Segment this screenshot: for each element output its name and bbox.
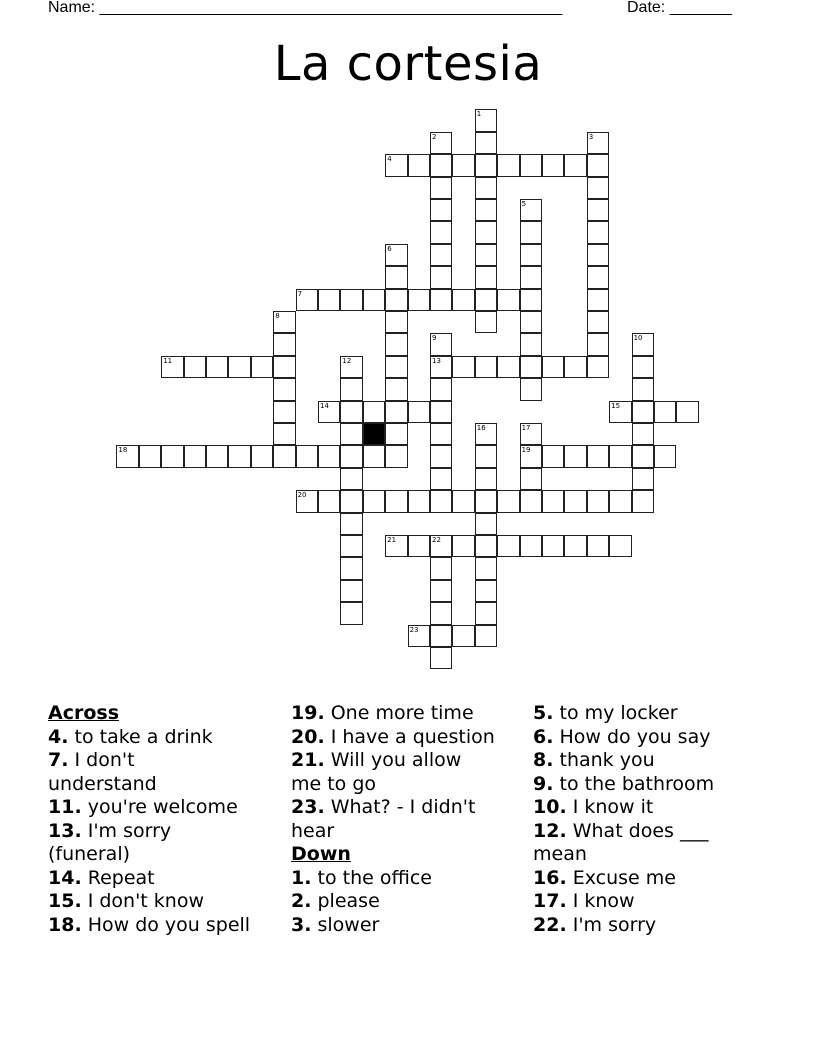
clue-down-3: 3. slower (291, 913, 380, 936)
crossword-cell[interactable] (520, 289, 542, 311)
crossword-cell[interactable] (340, 490, 362, 512)
crossword-cell[interactable] (385, 535, 407, 557)
clue-down-1: 1. to the office (291, 866, 432, 889)
crossword-cell[interactable] (385, 244, 407, 266)
crossword-cell[interactable] (430, 557, 452, 579)
crossword-cell[interactable] (430, 378, 452, 400)
clue-number: 11 (163, 356, 173, 365)
across-heading: Across (48, 702, 120, 724)
crossword-cell[interactable] (475, 580, 497, 602)
crossword-cell[interactable] (497, 154, 519, 176)
down-heading: Down (291, 843, 351, 865)
clue-down-22: 22. I'm sorry (533, 913, 657, 936)
crossword-cell[interactable] (520, 199, 542, 221)
crossword-cell[interactable] (497, 490, 519, 512)
crossword-cell[interactable] (587, 132, 609, 154)
crossword-cell[interactable] (609, 490, 631, 512)
crossword-cell[interactable] (520, 490, 542, 512)
crossword-cell[interactable] (206, 445, 228, 467)
clue-down-5: 5. to my locker (533, 702, 678, 724)
crossword-cell[interactable] (587, 445, 609, 467)
clue-down-8: 8. thank you (533, 749, 655, 771)
crossword-cell[interactable] (452, 535, 474, 557)
crossword-cell[interactable] (430, 221, 452, 243)
crossword-cell[interactable] (430, 132, 452, 154)
clue-down-9: 9. to the bathroom (533, 772, 715, 795)
crossword-cell[interactable] (632, 378, 654, 400)
crossword-cell[interactable] (520, 535, 542, 557)
crossword-cell[interactable] (654, 445, 676, 467)
crossword-cell[interactable] (385, 266, 407, 288)
crossword-cell[interactable] (273, 401, 295, 423)
crossword-cell[interactable] (632, 423, 654, 445)
crossword-cell[interactable] (475, 602, 497, 624)
crossword-cell[interactable] (340, 557, 362, 579)
crossword-cell[interactable] (520, 445, 542, 467)
crossword-cell[interactable] (520, 468, 542, 490)
crossword-cell[interactable] (116, 445, 138, 467)
crossword-cell[interactable] (340, 423, 362, 445)
clue-number: 15 (611, 401, 621, 410)
crossword-cell[interactable] (475, 423, 497, 445)
crossword-cell[interactable] (340, 580, 362, 602)
clue-number: 1 (476, 110, 482, 119)
crossword-cell[interactable] (520, 423, 542, 445)
crossword-cell[interactable] (363, 401, 385, 423)
crossword-cell[interactable] (430, 647, 452, 669)
crossword-cell[interactable] (587, 244, 609, 266)
clue-across-21: 21. Will you allow me to go (291, 749, 462, 795)
clue-across-11: 11. you're welcome (48, 796, 238, 818)
crossword-cell[interactable] (340, 289, 362, 311)
crossword-cell[interactable] (363, 289, 385, 311)
crossword-cell[interactable] (587, 311, 609, 333)
crossword-cell[interactable] (385, 490, 407, 512)
clue-number: 23 (409, 625, 419, 634)
crossword-cell[interactable] (430, 580, 452, 602)
crossword-cell[interactable] (430, 602, 452, 624)
crossword-cell[interactable] (385, 445, 407, 467)
crossword-cell[interactable] (430, 289, 452, 311)
crossword-block (363, 423, 385, 445)
clue-number: 17 (521, 424, 531, 432)
crossword-cell[interactable] (632, 490, 654, 512)
crossword-cell[interactable] (251, 356, 273, 378)
name-field[interactable]: Name: ____________________________________________________ (48, 0, 563, 16)
crossword-cell[interactable] (385, 333, 407, 355)
clue-down-10: 10. I know it (533, 796, 654, 818)
crossword-cell[interactable] (475, 356, 497, 378)
clue-number: 14 (320, 401, 329, 410)
clue-across-19: 19. One more time (291, 702, 474, 724)
crossword-cell[interactable] (632, 445, 654, 467)
crossword-cell[interactable] (587, 177, 609, 199)
page-title: La cortesia (273, 36, 543, 92)
crossword-cell[interactable] (475, 132, 497, 154)
crossword-cell[interactable] (609, 535, 631, 557)
crossword-cell[interactable] (251, 445, 273, 467)
crossword-cell[interactable] (430, 445, 452, 467)
clue-number: 9 (432, 334, 437, 343)
crossword-cell[interactable] (609, 445, 631, 467)
crossword-cell[interactable] (318, 401, 340, 423)
crossword-cell[interactable] (542, 445, 564, 467)
crossword-cell[interactable] (408, 535, 430, 557)
crossword-cell[interactable] (497, 356, 519, 378)
crossword-cell[interactable] (430, 468, 452, 490)
clue-number: 4 (387, 155, 392, 164)
crossword-cell[interactable] (452, 356, 474, 378)
clue-number: 6 (387, 244, 392, 253)
crossword-cell[interactable] (408, 154, 430, 176)
crossword-cell[interactable] (587, 535, 609, 557)
clue-number: 8 (275, 312, 280, 320)
crossword-cell[interactable] (497, 535, 519, 557)
crossword-cell[interactable] (430, 401, 452, 423)
clue-number: 12 (342, 356, 352, 365)
crossword-cell[interactable] (564, 154, 586, 176)
clue-down-17: 17. I know (533, 890, 635, 912)
clue-down-16: 16. Excuse me (533, 866, 676, 889)
crossword-cell[interactable] (520, 333, 542, 355)
clue-across-4: 4. to take a drink (48, 725, 213, 748)
crossword-cell[interactable] (587, 221, 609, 243)
crossword-cell[interactable] (430, 266, 452, 288)
crossword-cell[interactable] (520, 311, 542, 333)
crossword-cell[interactable] (475, 445, 497, 467)
clue-number: 19 (521, 446, 531, 455)
crossword-cell[interactable] (430, 333, 452, 355)
crossword-cell[interactable] (385, 289, 407, 311)
crossword-cell[interactable] (273, 311, 295, 333)
crossword-cell[interactable] (318, 490, 340, 512)
clue-number: 22 (432, 536, 441, 544)
crossword-cell[interactable] (475, 490, 497, 512)
crossword-cell[interactable] (587, 266, 609, 288)
crossword-cell[interactable] (273, 423, 295, 445)
crossword-cell[interactable] (542, 490, 564, 512)
crossword-cell[interactable] (273, 333, 295, 355)
crossword-cell[interactable] (564, 445, 586, 467)
crossword-cell[interactable] (475, 177, 497, 199)
crossword-cell[interactable] (475, 625, 497, 647)
crossword-cell[interactable] (408, 490, 430, 512)
crossword-cell[interactable] (273, 378, 295, 400)
crossword-cell[interactable] (363, 490, 385, 512)
crossword-cell[interactable] (452, 625, 474, 647)
crossword-cell[interactable] (430, 423, 452, 445)
crossword-cell[interactable] (385, 154, 407, 176)
crossword-cell[interactable] (520, 266, 542, 288)
crossword-cell[interactable] (296, 490, 318, 512)
crossword-cell[interactable] (520, 221, 542, 243)
crossword-cell[interactable] (430, 356, 452, 378)
clue-number: 5 (521, 200, 527, 208)
crossword-cell[interactable] (430, 535, 452, 557)
crossword-cell[interactable] (475, 557, 497, 579)
crossword-cell[interactable] (452, 154, 474, 176)
crossword-cell[interactable] (340, 378, 362, 400)
crossword-cell[interactable] (430, 177, 452, 199)
crossword-cell[interactable] (587, 356, 609, 378)
crossword-cell[interactable] (475, 154, 497, 176)
crossword-cell[interactable] (296, 445, 318, 467)
crossword-cell[interactable] (340, 468, 362, 490)
clue-number: 3 (588, 132, 594, 141)
crossword-cell[interactable] (632, 333, 654, 355)
crossword-cell[interactable] (632, 468, 654, 490)
crossword-cell[interactable] (475, 289, 497, 311)
crossword-cell[interactable] (408, 401, 430, 423)
crossword-cell[interactable] (430, 244, 452, 266)
clues-column-2 (291, 702, 526, 937)
crossword-cell[interactable] (564, 535, 586, 557)
crossword-cell[interactable] (340, 535, 362, 557)
crossword-cell[interactable] (520, 244, 542, 266)
crossword-cell[interactable] (139, 445, 161, 467)
clue-number: 2 (432, 132, 437, 141)
crossword-cell[interactable] (340, 356, 362, 378)
crossword-cell[interactable] (587, 154, 609, 176)
crossword-cell[interactable] (497, 289, 519, 311)
crossword-cell[interactable] (206, 356, 228, 378)
crossword-cell[interactable] (228, 356, 250, 378)
crossword-cell[interactable] (520, 356, 542, 378)
crossword-cell[interactable] (587, 490, 609, 512)
crossword-cell[interactable] (385, 378, 407, 400)
clue-number: 20 (297, 491, 307, 500)
crossword-cell[interactable] (430, 154, 452, 176)
crossword-cell[interactable] (340, 401, 362, 423)
crossword-cell[interactable] (340, 602, 362, 624)
clue-across-15: 15. I don't know (48, 890, 205, 912)
crossword-cell[interactable] (273, 356, 295, 378)
crossword-cell[interactable] (228, 445, 250, 467)
clue-across-7: 7. I don't understand (48, 749, 157, 795)
crossword-cell[interactable] (632, 401, 654, 423)
crossword-cell[interactable] (475, 468, 497, 490)
crossword-cell[interactable] (587, 199, 609, 221)
crossword-cell[interactable] (564, 490, 586, 512)
crossword-cell[interactable] (273, 445, 295, 467)
crossword-cell[interactable] (184, 445, 206, 467)
clue-across-18: 18. How do you spell (48, 913, 251, 936)
clue-across-20: 20. I have a question (291, 725, 495, 748)
clue-across-23: 23. What? - I didn't hear (291, 796, 476, 842)
clue-number: 10 (633, 334, 643, 343)
crossword-cell[interactable] (318, 445, 340, 467)
crossword-cell[interactable] (587, 289, 609, 311)
crossword-cell[interactable] (475, 109, 497, 131)
clues-column-3 (533, 702, 768, 937)
crossword-cell[interactable] (318, 289, 340, 311)
crossword-cell[interactable] (609, 401, 631, 423)
crossword-cell[interactable] (430, 625, 452, 647)
crossword-cell[interactable] (340, 445, 362, 467)
crossword-cell[interactable] (475, 513, 497, 535)
crossword-cell[interactable] (452, 289, 474, 311)
crossword-cell[interactable] (340, 513, 362, 535)
crossword-cell[interactable] (161, 445, 183, 467)
clue-number: 13 (432, 356, 441, 365)
clue-number: 16 (476, 424, 486, 432)
crossword-cell[interactable] (385, 423, 407, 445)
clue-down-2: 2. please (291, 890, 380, 912)
crossword-cell[interactable] (363, 445, 385, 467)
crossword-cell[interactable] (385, 401, 407, 423)
clue-across-13: 13. I'm sorry (funeral) (48, 819, 172, 865)
crossword-cell[interactable] (564, 356, 586, 378)
crossword-cell[interactable] (520, 154, 542, 176)
crossword-cell[interactable] (296, 289, 318, 311)
crossword-cell[interactable] (184, 356, 206, 378)
crossword-cell[interactable] (475, 535, 497, 557)
crossword-cell[interactable] (475, 199, 497, 221)
crossword-cell[interactable] (385, 356, 407, 378)
crossword-cell[interactable] (587, 333, 609, 355)
clue-number: 18 (118, 446, 128, 455)
crossword-cell[interactable] (632, 356, 654, 378)
crossword-cell[interactable] (654, 401, 676, 423)
clue-down-6: 6. How do you say (533, 725, 711, 748)
clue-down-12: 12. What does ___ mean (533, 819, 709, 865)
crossword-cell[interactable] (385, 311, 407, 333)
clue-number: 21 (387, 536, 397, 544)
crossword-cell[interactable] (542, 154, 564, 176)
crossword-cell[interactable] (408, 289, 430, 311)
crossword-cell[interactable] (520, 378, 542, 400)
clue-across-14: 14. Repeat (48, 866, 155, 889)
clue-number: 7 (297, 289, 303, 298)
crossword-cell[interactable] (430, 490, 452, 512)
crossword-cell[interactable] (475, 311, 497, 333)
crossword-cell[interactable] (475, 266, 497, 288)
crossword-cell[interactable] (475, 221, 497, 243)
clues-column-1 (48, 702, 283, 937)
crossword-cell[interactable] (452, 490, 474, 512)
crossword-cell[interactable] (542, 356, 564, 378)
crossword-cell[interactable] (475, 244, 497, 266)
crossword-cell[interactable] (430, 199, 452, 221)
date-field[interactable]: Date: _______ (627, 0, 732, 16)
crossword-cell[interactable] (408, 625, 430, 647)
crossword-cell[interactable] (542, 535, 564, 557)
crossword-cell[interactable] (676, 401, 698, 423)
crossword-cell[interactable] (161, 356, 183, 378)
